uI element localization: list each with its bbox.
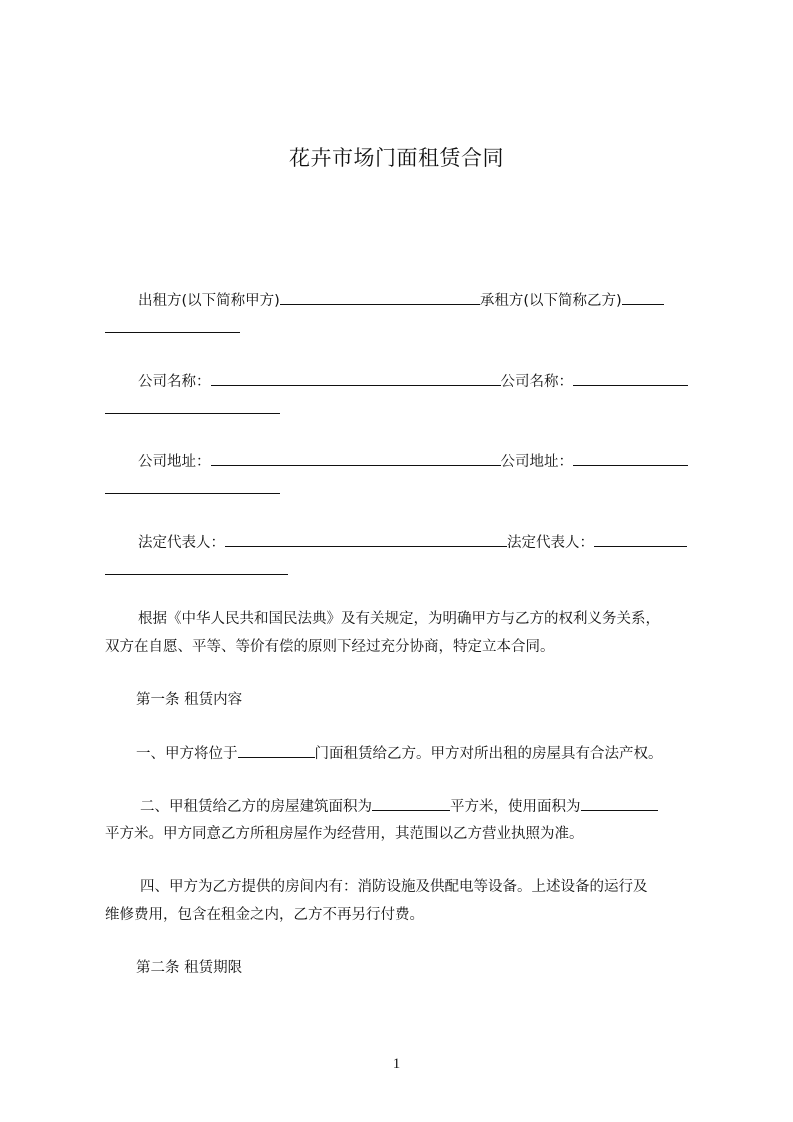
legal-rep-line-continued: [105, 560, 288, 581]
item1-prefix: 一、甲方将位于: [136, 746, 238, 762]
page-number: 1: [392, 1056, 401, 1072]
article1-item2-line2: 平方米。甲方同意乙方所租房屋作为经营用，其范围以乙方营业执照为准。: [105, 826, 584, 842]
company-address-blank-b-continued[interactable]: [105, 479, 280, 494]
company-name-line-continued: [105, 399, 280, 420]
location-blank[interactable]: [238, 743, 315, 758]
article1-heading: 第一条 租赁内容: [136, 692, 243, 708]
parties-line: [138, 290, 664, 311]
company-address-label-a: 公司地址：: [138, 454, 211, 470]
usable-area-blank[interactable]: [581, 796, 658, 811]
lessee-blank[interactable]: [622, 290, 664, 305]
item2-mid: 平方米，使用面积为: [450, 799, 581, 815]
legal-rep-line: [138, 532, 687, 553]
intro-line-1: 根据《中华人民共和国民法典》及有关规定，为明确甲方与乙方的权利义务关系，: [138, 611, 660, 627]
lessee-blank-continued[interactable]: [105, 318, 240, 333]
article1-item1: [136, 743, 663, 764]
article2-heading: 第二条 租赁期限: [136, 960, 243, 976]
company-name-label-b: 公司名称：: [500, 374, 573, 390]
company-address-line-continued: [105, 479, 280, 500]
legal-rep-label-b: 法定代表人：: [507, 535, 594, 551]
company-name-label-a: 公司名称：: [138, 374, 211, 390]
company-address-label-b: 公司地址：: [500, 454, 573, 470]
document-title: 花卉市场门面租赁合同: [289, 146, 504, 170]
article1-item4-line2: 维修费用，包含在租金之内，乙方不再另行付费。: [105, 907, 424, 923]
legal-rep-blank-a[interactable]: [225, 532, 507, 547]
intro-line-2: 双方在自愿、平等、等价有偿的原则下经过充分协商，特定立本合同。: [105, 639, 555, 655]
article1-item2: [140, 796, 658, 817]
lessee-label: 承租方(以下简称乙方): [479, 293, 622, 309]
company-address-blank-b[interactable]: [573, 451, 688, 466]
legal-rep-blank-b[interactable]: [594, 532, 687, 547]
legal-rep-blank-b-continued[interactable]: [105, 560, 288, 575]
company-name-blank-a[interactable]: [211, 371, 501, 386]
item1-suffix: 门面租赁给乙方。甲方对所出租的房屋具有合法产权。: [314, 746, 663, 762]
item2-prefix: 二、甲租赁给乙方的房屋建筑面积为: [140, 799, 372, 815]
company-name-blank-b[interactable]: [573, 371, 688, 386]
building-area-blank[interactable]: [372, 796, 450, 811]
parties-line-continued: [105, 318, 240, 339]
lessor-blank[interactable]: [280, 290, 480, 305]
legal-rep-label-a: 法定代表人：: [138, 535, 225, 551]
company-name-blank-b-continued[interactable]: [105, 399, 280, 414]
company-address-line: [138, 451, 688, 472]
article1-item4-line1: 四、甲方为乙方提供的房间内有：消防设施及供配电等设备。上述设备的运行及: [140, 879, 648, 895]
company-address-blank-a[interactable]: [211, 451, 501, 466]
lessor-label: 出租方(以下简称甲方): [138, 293, 280, 309]
company-name-line: [138, 371, 688, 392]
